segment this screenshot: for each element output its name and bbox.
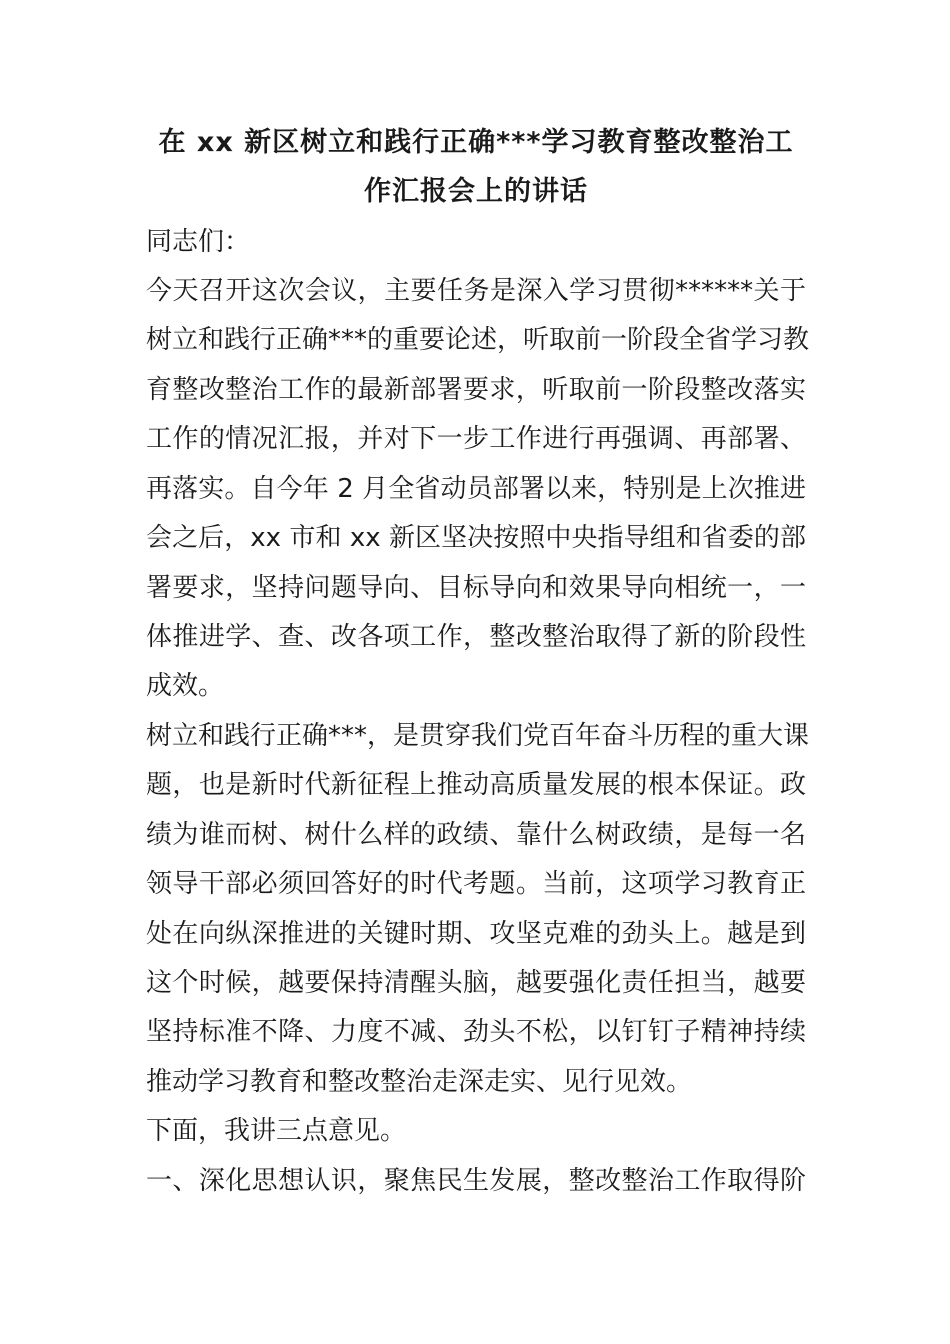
document-title-line-1: 在 xx 新区树立和践行正确***学习教育整改整治工 [158,127,794,158]
body-text-line: 处在向纵深推进的关键时期、攻坚克难的劲头上。越是到 [146,919,806,949]
body-text-line: 再落实。自今年 2 月全省动员部署以来，特别是上次推进 [146,474,806,504]
body-text-line: 题，也是新时代新征程上推动高质量发展的根本保证。政 [146,770,806,800]
body-text-line: 成效。 [146,671,225,701]
body-text-line: 今天召开这次会议，主要任务是深入学习贯彻******关于 [146,276,806,306]
body-text-line: 署要求，坚持问题导向、目标导向和效果导向相统一，一 [146,573,806,603]
body-text-line: 坚持标准不降、力度不减、劲头不松，以钉钉子精神持续 [146,1017,806,1047]
body-text-line: 领导干部必须回答好的时代考题。当前，这项学习教育正 [146,869,806,899]
body-text-line: 下面，我讲三点意见。 [146,1116,407,1146]
body-text-line: 育整改整治工作的最新部署要求，听取前一阶段整改落实 [146,375,806,405]
salutation: 同志们： [146,227,251,257]
body-text-line: 树立和践行正确***，是贯穿我们党百年奋斗历程的重大课 [146,721,810,751]
body-text-line: 体推进学、查、改各项工作，整改整治取得了新的阶段性 [146,622,806,652]
section-heading: 一、深化思想认识，聚焦民生发展，整改整治工作取得阶 [146,1166,806,1196]
body-text-line: 会之后，xx 市和 xx 新区坚决按照中央指导组和省委的部 [146,523,806,553]
body-text-line: 这个时候，越要保持清醒头脑，越要强化责任担当，越要 [146,968,806,998]
body-text-line: 推动学习教育和整改整治走深走实、见行见效。 [146,1067,693,1097]
body-text-line: 绩为谁而树、树什么样的政绩、靠什么树政绩，是每一名 [146,820,806,850]
body-text-line: 工作的情况汇报，并对下一步工作进行再强调、再部署、 [146,424,806,454]
document-title-line-2: 作汇报会上的讲话 [364,176,588,207]
body-text-line: 树立和践行正确***的重要论述，听取前一阶段全省学习教 [146,325,810,355]
